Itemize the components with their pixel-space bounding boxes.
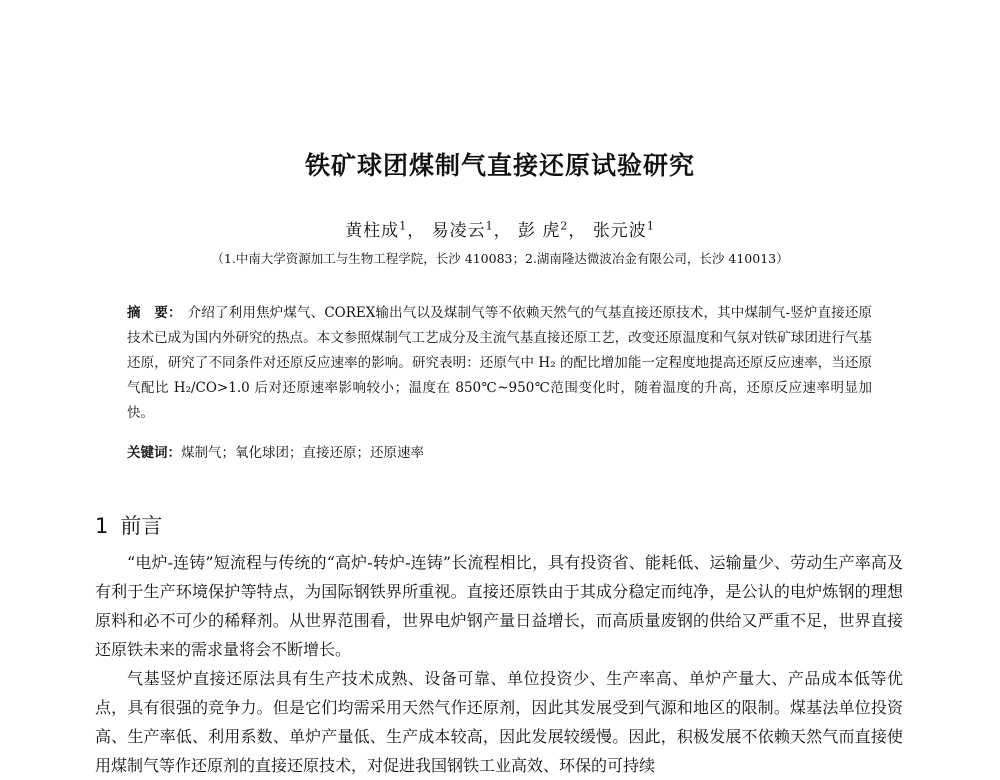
affiliation-mark: 1	[399, 219, 408, 233]
author-list	[0, 216, 1000, 241]
author-separator: ，	[493, 221, 512, 241]
keywords-label: 关键词：	[127, 445, 181, 461]
affiliation-mark: 1	[485, 219, 494, 233]
author-name: 彭 虎	[518, 221, 561, 241]
keywords-text: 煤制气；氧化球团；直接还原；还原速率	[181, 445, 424, 461]
paragraph: “电炉-连铸”短流程与传统的“高炉-转炉-连铸”长流程相比，具有投资省、能耗低、运输量少、劳动生产率高及有利于生产环境保护等特点，为国际钢铁界所重视。直接还原铁由于其成分稳定而纯净，是公认的电炉炼钢的理想原料和必不可少的稀释剂。从世界范围看，世界电炉钢产量日益增长，而高质量废钢的供给又严重不足，世界直接还原铁未来的需求量将会不断增长。	[95, 553, 903, 659]
paragraph: 气基竖炉直接还原法具有生产技术成熟、设备可靠、单位投资少、生产率高、单炉产量大、产品成本低等优点，具有很强的竞争力。但是它们均需采用天然气作还原剂，因此其发展受到气源和地区的限制。煤基法单位投资高、生产率低、利用系数、单炉产量低、生产成本较高，因此发展较缓慢。因此，积极发展不依赖天然气而直接使用煤制气等作还原剂的直接还原技术，对促进我国钢铁工业高效、环保的可持续	[95, 669, 903, 775]
author-name: 易凌云	[431, 221, 486, 241]
affiliation-mark: 1	[646, 219, 655, 233]
section-number: 1	[95, 514, 109, 538]
abstract-text: 介绍了利用焦炉煤气、COREX输出气以及煤制气等不依赖天然气的气基直接还原技术，其中煤制气-竖炉直接还原技术已成为国内外研究的热点。本文参照煤制气工艺成分及主流气基直接还原工艺，改变还原温度和气氛对铁矿球团进行气基还原，研究了不同条件对还原反应速率的影响。研究表明：还原气中 H₂ 的配比增加能一定程度地提高还原反应速率，当还原气配比 H₂/CO>1.0 后对还原速率影响较小；温度在 850℃~950℃范围变化时，随着温度的升高，还原反应速率明显加快。	[127, 305, 873, 421]
author-name: 黄柱成	[345, 221, 400, 241]
abstract-label: 摘 要：	[127, 305, 182, 321]
abstract	[127, 301, 872, 426]
author-separator: ，	[568, 221, 587, 241]
paper-title: 铁矿球团煤制气直接还原试验研究	[304, 151, 695, 180]
body-text	[95, 548, 903, 780]
section-title: 前言	[120, 514, 163, 538]
keywords	[127, 441, 872, 466]
affiliation-mark: 2	[560, 219, 569, 233]
author-name: 张元波	[592, 221, 647, 241]
author-separator: ，	[407, 221, 426, 241]
section-heading	[95, 510, 162, 540]
affiliations: （1.中南大学资源加工与生物工程学院，长沙 410083；2.湖南隆达微波冶金有限公司，长沙 410013）	[211, 251, 789, 266]
